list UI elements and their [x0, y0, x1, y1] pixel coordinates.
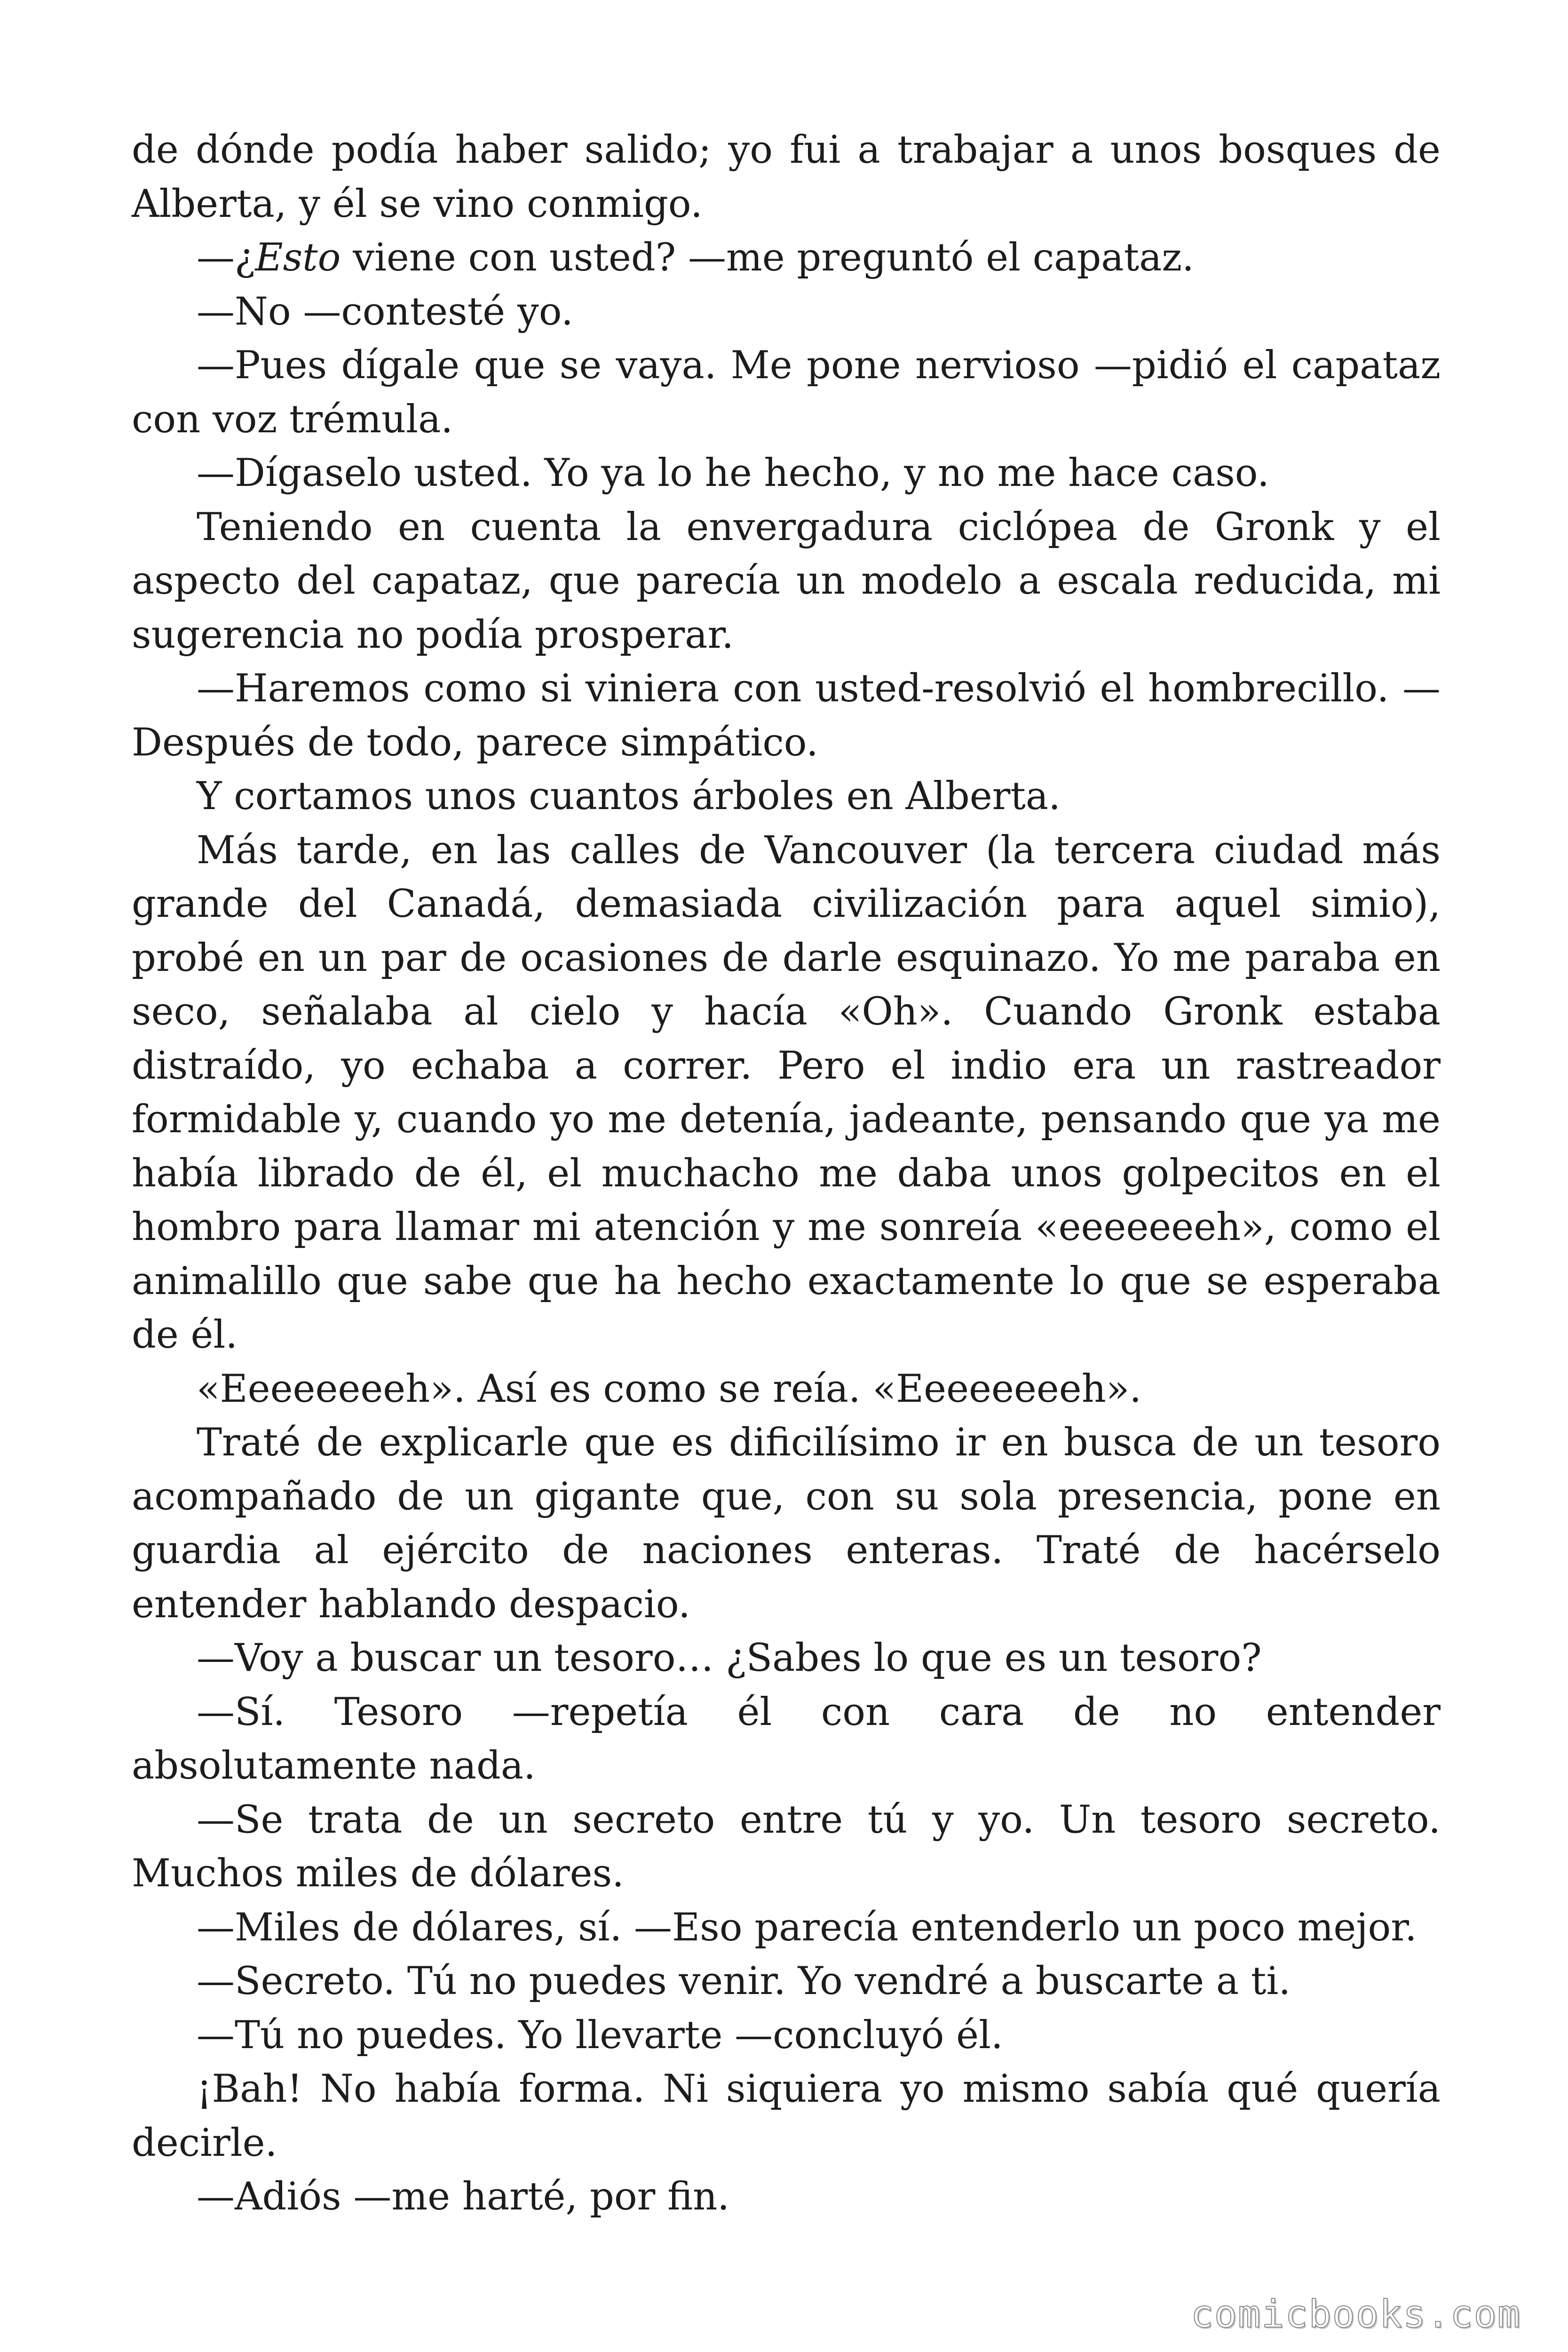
dialogue-dash: —¿	[197, 236, 255, 280]
italic-word: Esto	[255, 236, 341, 280]
paragraph: «Eeeeeeeeh». Así es como se reía. «Eeeeeeeeh».	[197, 1367, 1142, 1411]
paragraph: —Secreto. Tú no puedes venir. Yo vendré a buscarte a ti.	[197, 1959, 1291, 2003]
paragraph: —Miles de dólares, sí. —Eso parecía entenderlo un poco mejor.	[197, 1905, 1417, 1950]
paragraph: ¡Bah! No había forma. Ni siquiera yo mismo sabía qué quería decirle.	[132, 2067, 1441, 2165]
paragraph: Y cortamos unos cuantos árboles en Alberta.	[197, 774, 1061, 818]
paragraph: Más tarde, en las calles de Vancouver (la tercera ciudad más grande del Canadá, demasiada civilización para aquel simio), probé en un par de ocasiones de darle esquinazo. Yo me paraba en seco, señalaba al cielo y hacía «Oh». Cuando Gronk estaba distraído, yo echaba a correr. Pero el indio era un rastreador formidable y, cuando yo me detenía, jadeante, pensando que ya me había librado de él, el muchacho me daba unos golpecitos en el hombro para llamar mi atención y me sonreía «eeeeeeeh», como el animalillo que sabe que ha hecho exactamente lo que se esperaba de él.	[132, 828, 1441, 1357]
paragraph: —Dígaselo usted. Yo ya lo he hecho, y no me hace caso.	[197, 451, 1269, 495]
paragraph: Teniendo en cuenta la envergadura ciclópea de Gronk y el aspecto del capataz, que parecía un modelo a escala reducida, mi sugerencia no podía prosperar.	[132, 505, 1441, 657]
paragraph: —Adiós —me harté, por fin.	[197, 2175, 730, 2219]
watermark: comicbooks.com	[1190, 2292, 1521, 2336]
paragraph	[132, 231, 1441, 285]
paragraph: —Tú no puedes. Yo llevarte —concluyó él.	[197, 2013, 1003, 2058]
paragraph: —Sí. Tesoro —repetía él con cara de no entender absolutamente nada.	[132, 1690, 1441, 1788]
paragraph: —Voy a buscar un tesoro… ¿Sabes lo que es un tesoro?	[197, 1636, 1262, 1680]
paragraph: —Haremos como si viniera con usted-resolvió el hombrecillo. —Después de todo, parece simpático.	[132, 667, 1441, 765]
book-page-text	[132, 123, 1441, 2224]
paragraph: —Se trata de un secreto entre tú y yo. Un tesoro secreto. Muchos miles de dólares.	[132, 1797, 1441, 1896]
dialogue-rest: viene con usted? —me preguntó el capataz.	[341, 236, 1194, 280]
paragraph: —No —contesté yo.	[197, 289, 573, 334]
paragraph: —Pues dígale que se vaya. Me pone nervioso —pidió el capataz con voz trémula.	[132, 343, 1441, 442]
paragraph: Traté de explicarle que es dificilísimo ir en busca de un tesoro acompañado de un gigante que, con su sola presencia, pone en guardia al ejército de naciones enteras. Traté de hacérselo entender hablando despacio.	[132, 1421, 1441, 1627]
paragraph: de dónde podía haber salido; yo fui a trabajar a unos bosques de Alberta, y él se vino conmigo.	[132, 128, 1441, 226]
